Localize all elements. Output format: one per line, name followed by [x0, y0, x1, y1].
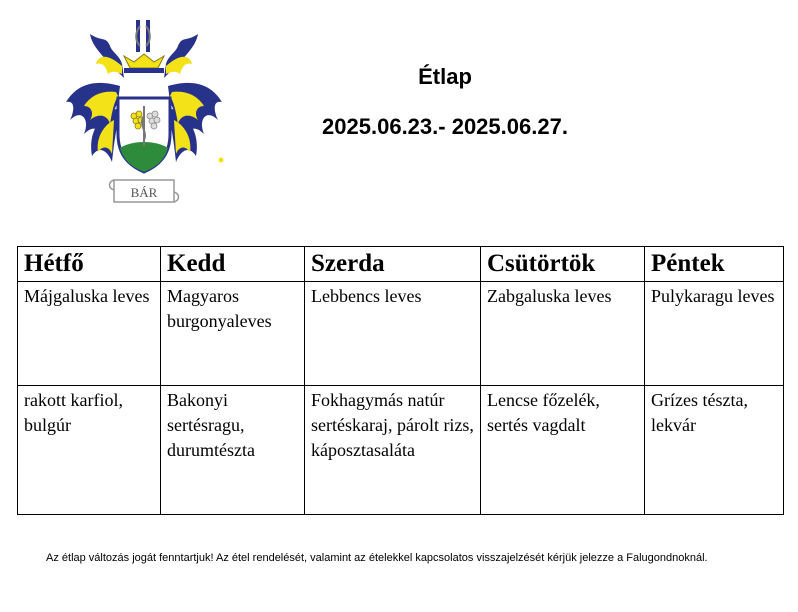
- soup-row: [18, 282, 784, 386]
- day-header-row: [18, 247, 784, 282]
- banner-text: BÁR: [130, 185, 158, 200]
- weekly-menu-table: [17, 246, 784, 515]
- main-thursday: Lencse főzelék, sertés vagdalt: [481, 386, 645, 515]
- day-tuesday: Kedd: [161, 247, 305, 282]
- day-monday: Hétfő: [18, 247, 161, 282]
- main-monday: rakott karfiol, bulgúr: [18, 386, 161, 515]
- footer-note: Az étlap változás jogát fenntartjuk! Az étel rendelését, valamint az ételekkel kapcsolatos visszajelzését kérjük jelezze a Falugondnoknál.: [46, 552, 708, 564]
- main-tuesday: Bakonyi sertésragu, durumtészta: [161, 386, 305, 515]
- day-friday: Péntek: [645, 247, 784, 282]
- coat-of-arms-logo: [62, 16, 226, 208]
- day-wednesday: Szerda: [305, 247, 481, 282]
- main-course-row: [18, 386, 784, 515]
- menu-title: Étlap: [418, 64, 472, 89]
- soup-friday: Pulykaragu leves: [645, 282, 784, 386]
- day-thursday: Csütörtök: [481, 247, 645, 282]
- main-wednesday: Fokhagymás natúr sertéskaraj, párolt rizs, káposztasaláta: [305, 386, 481, 515]
- menu-date-range: 2025.06.23.- 2025.06.27.: [322, 114, 568, 139]
- soup-tuesday: Magyaros burgonyaleves: [161, 282, 305, 386]
- soup-wednesday: Lebbencs leves: [305, 282, 481, 386]
- main-friday: Grízes tészta, lekvár: [645, 386, 784, 515]
- soup-monday: Májgaluska leves: [18, 282, 161, 386]
- soup-thursday: Zabgaluska leves: [481, 282, 645, 386]
